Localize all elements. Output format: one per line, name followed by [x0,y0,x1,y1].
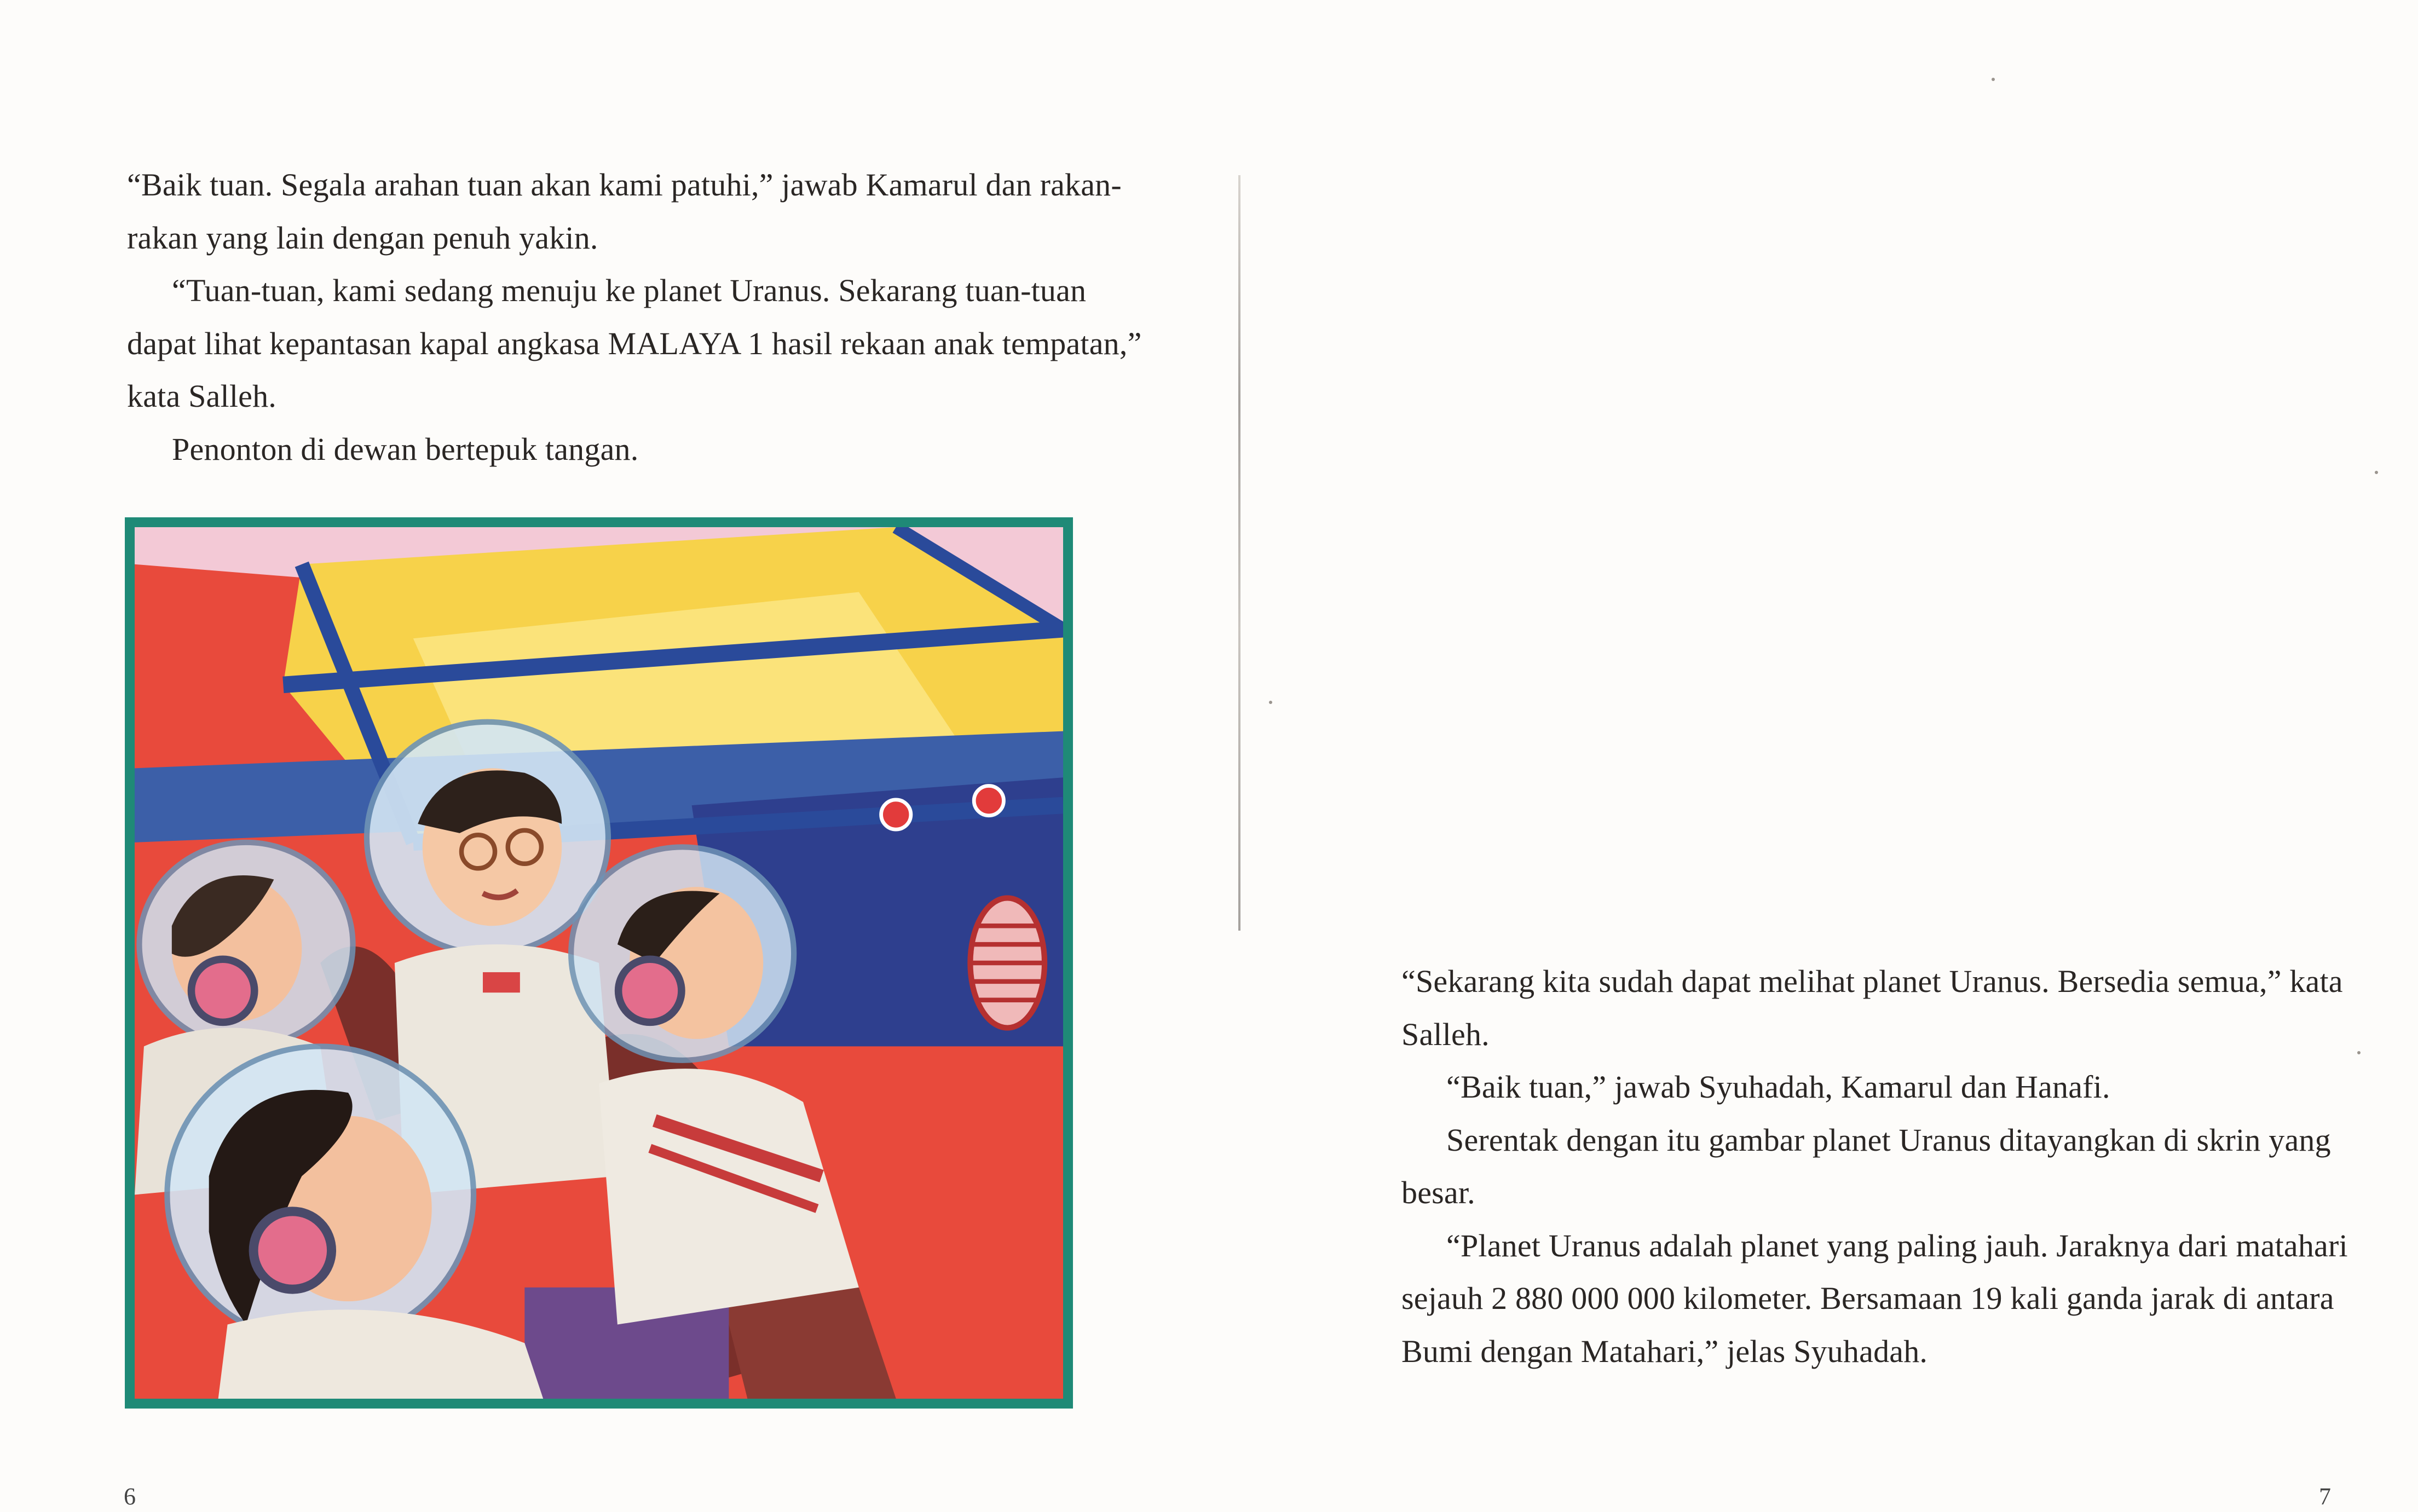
right-paragraph-4: “Planet Uranus adalah planet yang paling jauh. Jaraknya dari matahari sejauh 2 880 000 000 kilometer. Bersamaan 19 kali ganda jarak di antara Bumi dengan Matahari,” jelas Syuhadah. [1401,1227,2348,1369]
left-paragraph-2: “Tuan-tuan, kami sedang menuju ke planet Uranus. Sekarang tuan-tuan dapat lihat kepantasan kapal angkasa MALAYA 1 hasil rekaan anak tempatan,” kata Salleh. [127,273,1142,414]
astronaut-children-illustration [125,517,1073,1409]
cockpit-scene-image [135,527,1063,1399]
right-paragraph-1: “Sekarang kita sudah dapat melihat planet Uranus. Bersedia semua,” kata Salleh. [1401,963,2343,1052]
scan-speck [1992,78,1995,81]
right-page-text [1401,955,2365,1378]
page-number-left: 6 [124,1483,136,1510]
right-page [1209,0,2418,1512]
left-page-text [127,159,1156,476]
scan-speck [2375,471,2378,474]
left-paragraph-1: “Baik tuan. Segala arahan tuan akan kami patuhi,” jawab Kamarul dan rakan-rakan yang lain dengan penuh yakin. [127,167,1122,256]
right-paragraph-3: Serentak dengan itu gambar planet Uranus ditayangkan di skrin yang besar. [1401,1122,2331,1210]
scan-speck [1269,701,1272,704]
left-paragraph-3: Penonton di dewan bertepuk tangan. [172,431,639,467]
page-number-right: 7 [2319,1483,2331,1510]
scan-speck [2357,1051,2361,1054]
right-paragraph-2: “Baik tuan,” jawab Syuhadah, Kamarul dan Hanafi. [1446,1069,2110,1105]
